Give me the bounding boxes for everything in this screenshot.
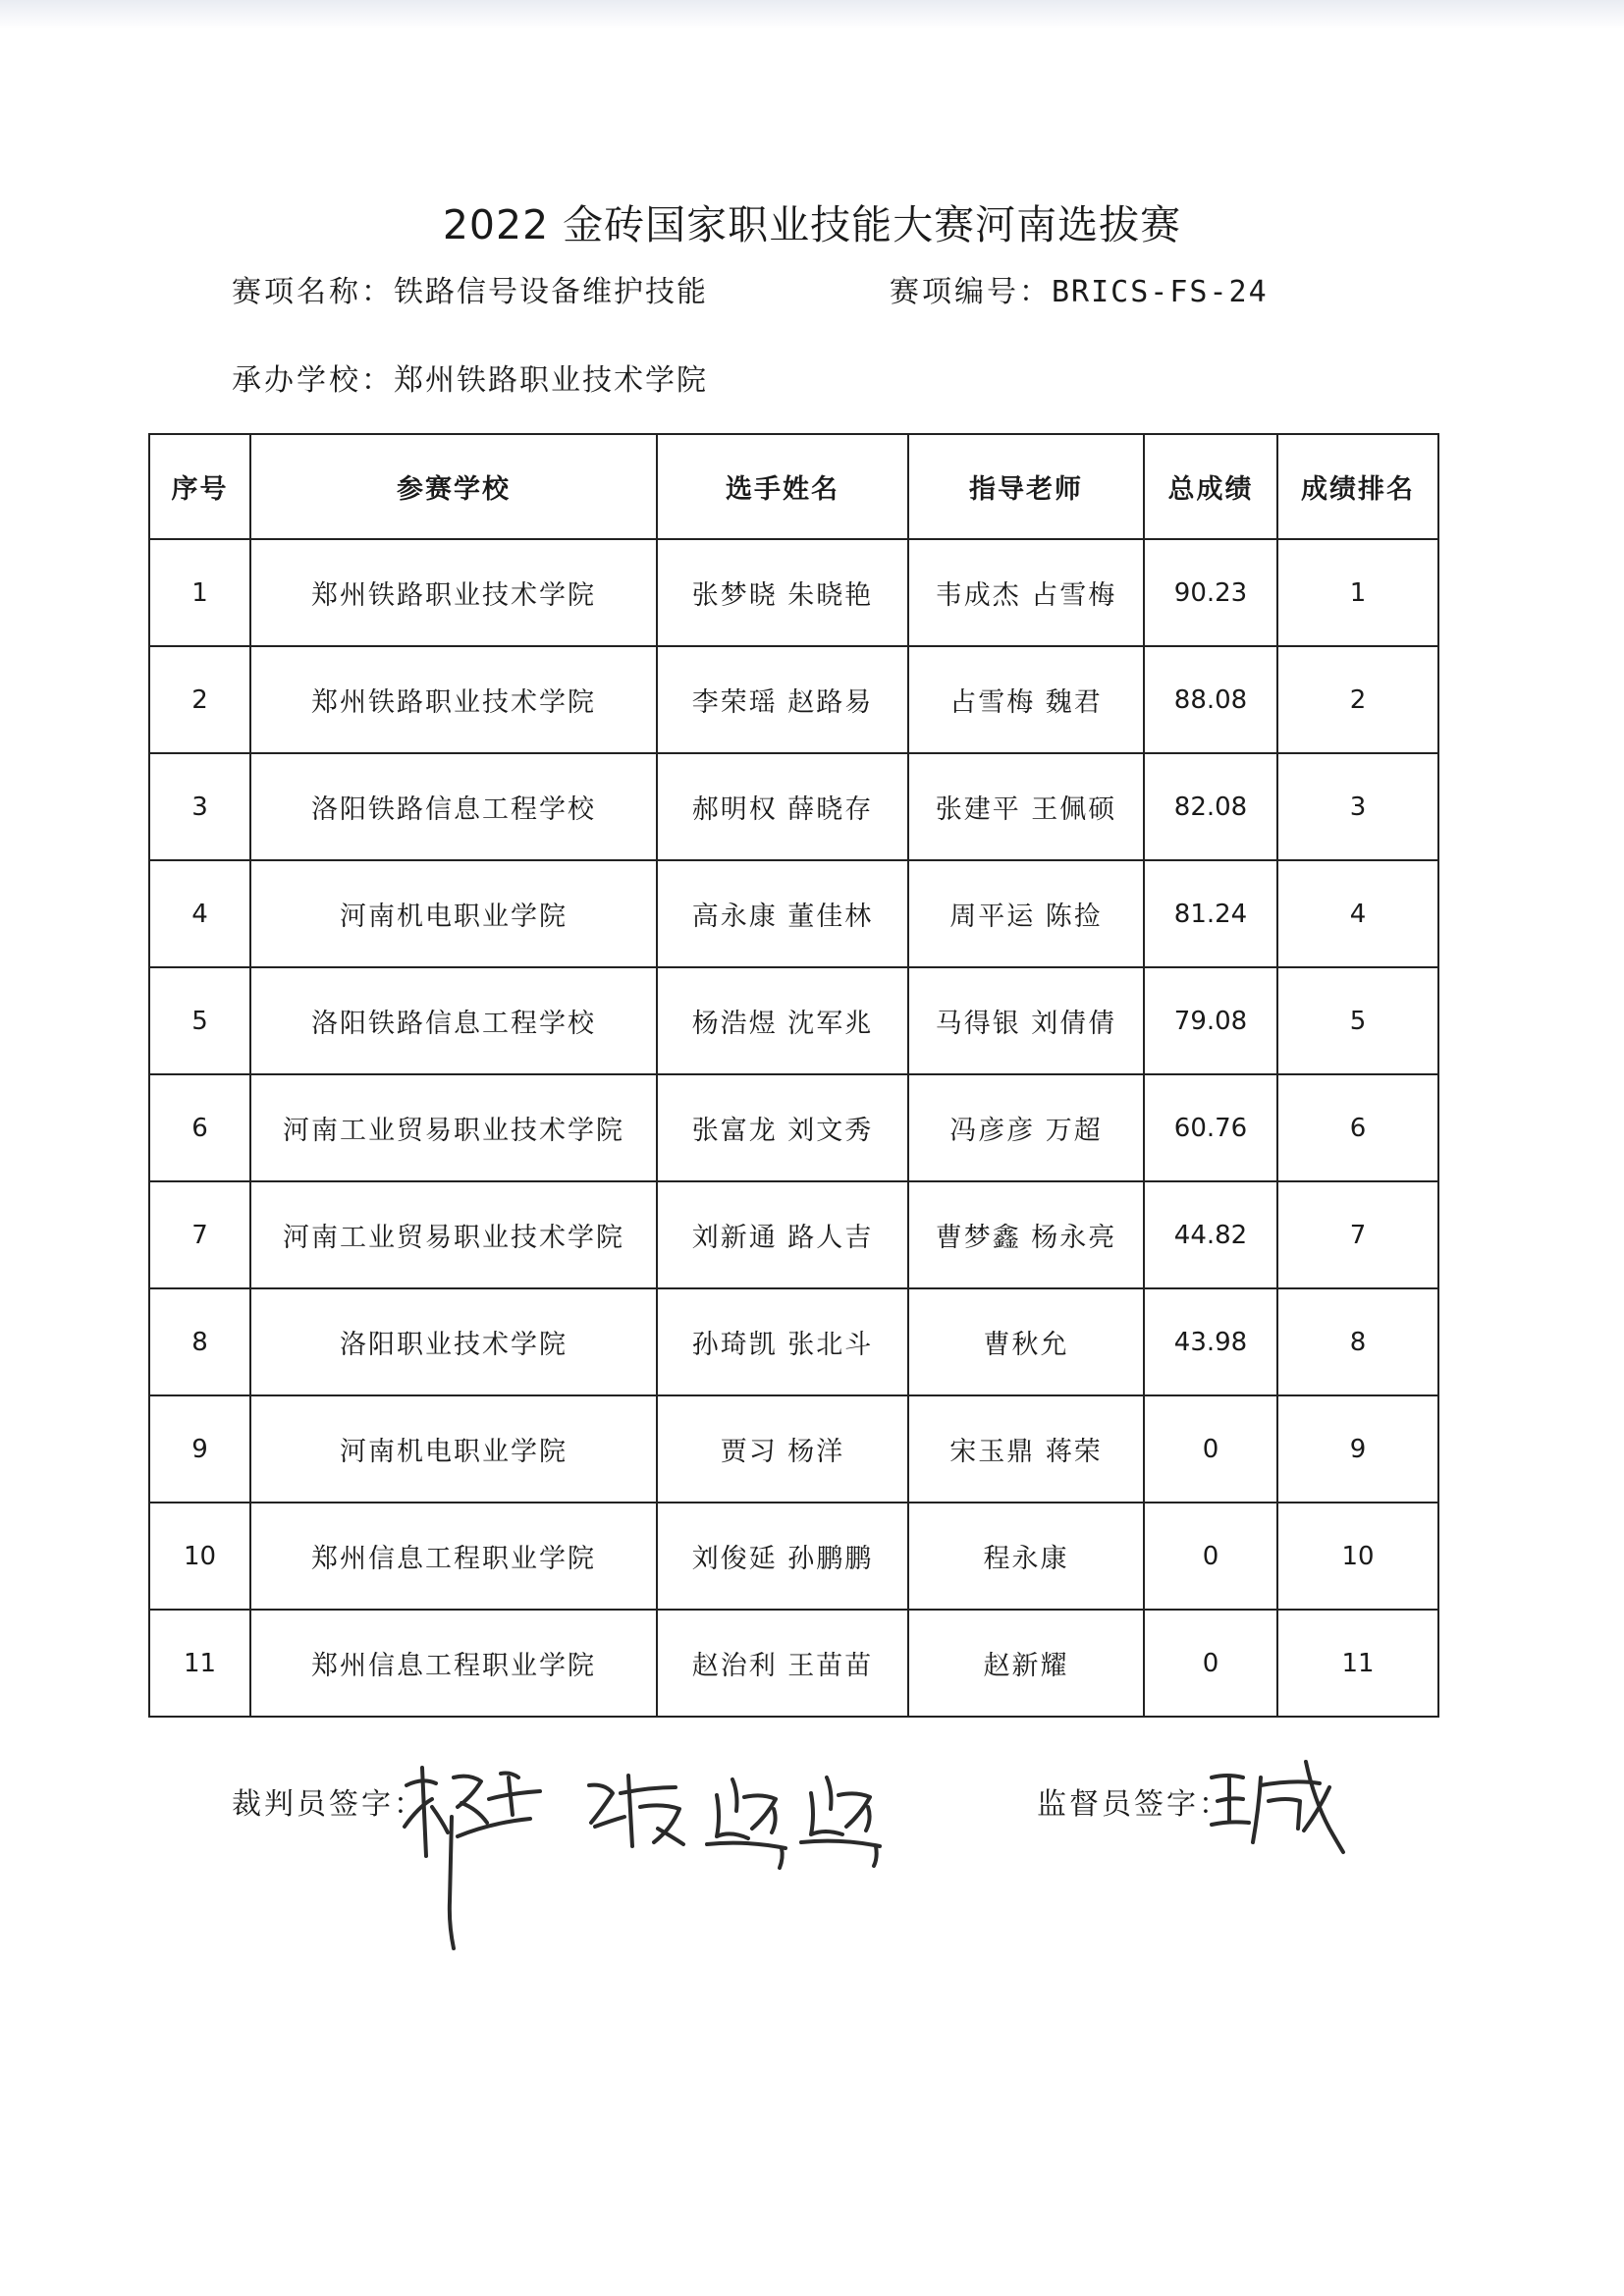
cell-no: 10 [149,1503,250,1610]
cell-coaches: 冯彦彦 万超 [908,1074,1144,1181]
signature-strokes [405,1768,880,1948]
cell-coaches: 曹梦鑫 杨永亮 [908,1181,1144,1288]
event-name-value: 铁路信号设备维护技能 [394,275,708,309]
cell-no: 9 [149,1395,250,1503]
table-row [149,860,1438,967]
header-score: 总成绩 [1144,434,1277,539]
cell-score: 43.98 [1144,1288,1277,1395]
cell-score: 0 [1144,1610,1277,1717]
cell-score: 0 [1144,1503,1277,1610]
cell-coaches: 宋玉鼎 蒋荣 [908,1395,1144,1503]
cell-players: 孙琦凯 张北斗 [657,1288,908,1395]
table-row [149,967,1438,1074]
header-rank: 成绩排名 [1277,434,1438,539]
cell-rank: 6 [1277,1074,1438,1181]
cell-rank: 9 [1277,1395,1438,1503]
header-school: 参赛学校 [250,434,657,539]
cell-players: 杨浩煜 沈军兆 [657,967,908,1074]
cell-players: 郝明权 薛晓存 [657,753,908,860]
cell-school: 河南机电职业学院 [250,860,657,967]
cell-coaches: 程永康 [908,1503,1144,1610]
cell-players: 刘新通 路人吉 [657,1181,908,1288]
page-title: 2022 金砖国家职业技能大赛河南选拔赛 [442,201,1182,248]
cell-players: 张富龙 刘文秀 [657,1074,908,1181]
cell-school: 郑州铁路职业技术学院 [250,646,657,753]
cell-score: 81.24 [1144,860,1277,967]
cell-coaches: 赵新耀 [908,1610,1144,1717]
cell-school: 河南机电职业学院 [250,1395,657,1503]
cell-rank: 3 [1277,753,1438,860]
cell-players: 贾习 杨洋 [657,1395,908,1503]
cell-no: 5 [149,967,250,1074]
cell-players: 赵治利 王苗苗 [657,1610,908,1717]
host-school-line [232,355,708,399]
cell-no: 2 [149,646,250,753]
cell-score: 88.08 [1144,646,1277,753]
cell-coaches: 张建平 王佩硕 [908,753,1144,860]
cell-rank: 7 [1277,1181,1438,1288]
cell-score: 90.23 [1144,539,1277,646]
cell-coaches: 马得银 刘倩倩 [908,967,1144,1074]
event-name-label: 赛项名称： [232,275,394,309]
supervisor-sign-label: 监督员签字： [1037,1787,1231,1822]
cell-school: 洛阳铁路信息工程学校 [250,967,657,1074]
cell-no: 7 [149,1181,250,1288]
cell-school: 洛阳铁路信息工程学校 [250,753,657,860]
signature-strokes [1212,1762,1343,1852]
table-row [149,539,1438,646]
cell-school: 郑州铁路职业技术学院 [250,539,657,646]
cell-score: 79.08 [1144,967,1277,1074]
cell-no: 3 [149,753,250,860]
cell-no: 11 [149,1610,250,1717]
cell-coaches: 曹秋允 [908,1288,1144,1395]
cell-school: 郑州信息工程职业学院 [250,1610,657,1717]
table-row [149,1503,1438,1610]
host-school-label: 承办学校： [232,363,394,398]
cell-score: 82.08 [1144,753,1277,860]
table-row [149,753,1438,860]
cell-coaches: 周平运 陈捡 [908,860,1144,967]
table-header-row [149,434,1438,539]
event-code-value: BRICS-FS-24 [1052,275,1269,309]
supervisor-signature [1204,1750,1361,1868]
cell-no: 1 [149,539,250,646]
cell-score: 44.82 [1144,1181,1277,1288]
cell-rank: 11 [1277,1610,1438,1717]
cell-score: 0 [1144,1395,1277,1503]
table-row [149,1181,1438,1288]
cell-school: 河南工业贸易职业技术学院 [250,1074,657,1181]
cell-coaches: 韦成杰 占雪梅 [908,539,1144,646]
cell-players: 李荣瑶 赵路易 [657,646,908,753]
table-row [149,646,1438,753]
header-no: 序号 [149,434,250,539]
cell-players: 高永康 董佳林 [657,860,908,967]
cell-school: 河南工业贸易职业技术学院 [250,1181,657,1288]
cell-rank: 10 [1277,1503,1438,1610]
referee-signature [393,1738,903,1974]
cell-rank: 5 [1277,967,1438,1074]
cell-school: 郑州信息工程职业学院 [250,1503,657,1610]
cell-school: 洛阳职业技术学院 [250,1288,657,1395]
cell-no: 8 [149,1288,250,1395]
host-school-value: 郑州铁路职业技术学院 [394,363,708,398]
cell-players: 刘俊延 孙鹏鹏 [657,1503,908,1610]
table-row [149,1395,1438,1503]
event-code-line [890,267,1269,310]
cell-rank: 8 [1277,1288,1438,1395]
cell-no: 4 [149,860,250,967]
header-players: 选手姓名 [657,434,908,539]
referee-sign-label: 裁判员签字： [232,1787,426,1822]
cell-rank: 1 [1277,539,1438,646]
table-row [149,1074,1438,1181]
cell-no: 6 [149,1074,250,1181]
cell-rank: 2 [1277,646,1438,753]
cell-score: 60.76 [1144,1074,1277,1181]
table-row [149,1610,1438,1717]
event-code-label: 赛项编号： [890,275,1052,309]
event-name-line [232,267,708,310]
cell-rank: 4 [1277,860,1438,967]
cell-coaches: 占雪梅 魏君 [908,646,1144,753]
results-table [148,433,1439,1718]
header-coaches: 指导老师 [908,434,1144,539]
table-row [149,1288,1438,1395]
cell-players: 张梦晓 朱晓艳 [657,539,908,646]
scan-edge-shading [0,0,1624,29]
